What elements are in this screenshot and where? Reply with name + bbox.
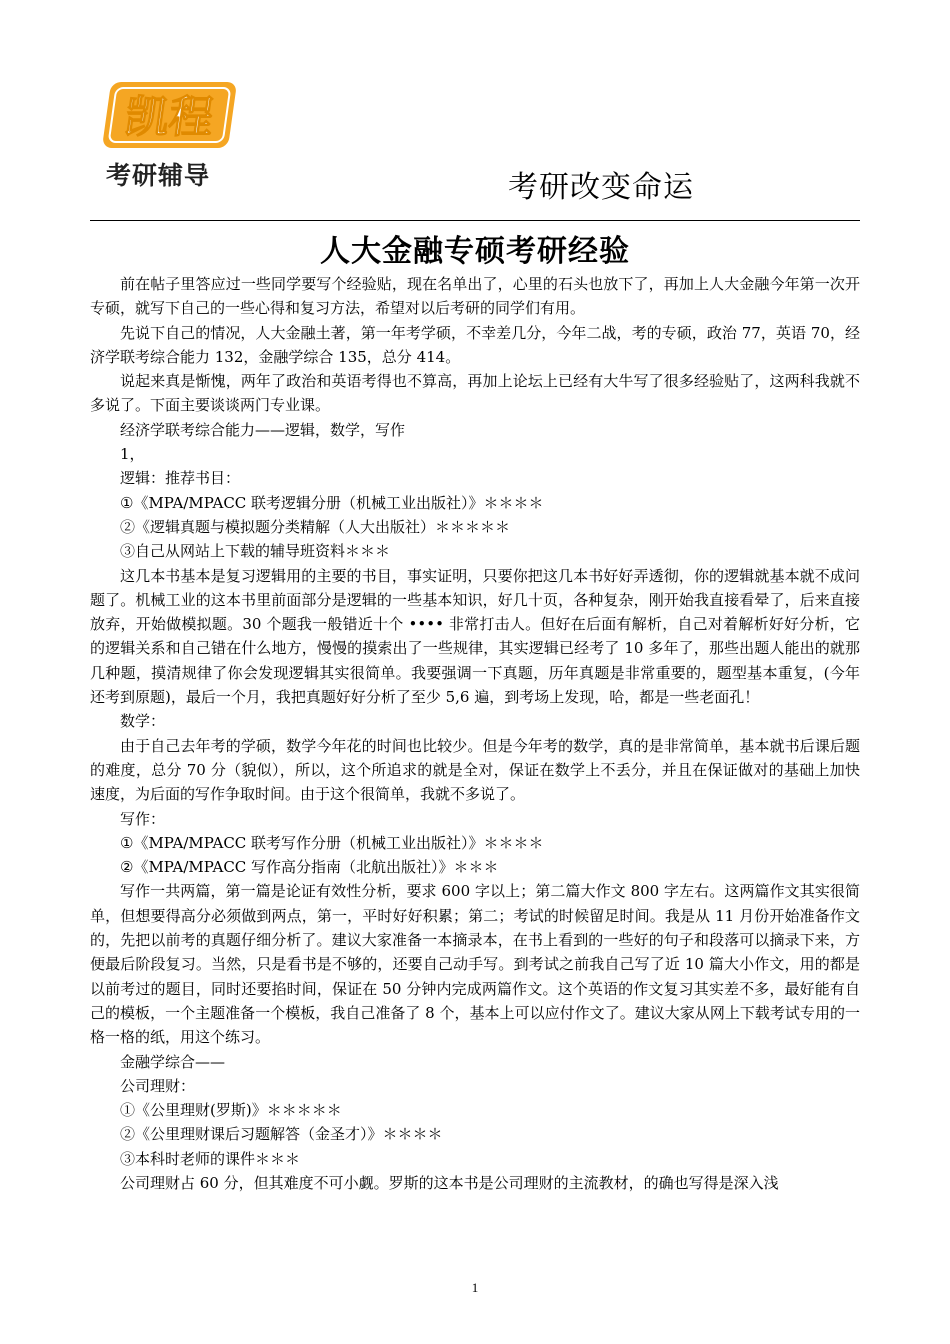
section-heading-corporate-finance: 公司理财： — [120, 1076, 196, 1095]
logo-text: 凯程 — [121, 92, 217, 143]
book-item: ①《MPA/MPACC 联考逻辑分册（机械工业出版社）》＊＊＊＊ — [120, 493, 544, 512]
kaicheng-logo-mark — [98, 76, 246, 154]
section-heading-writing: 写作： — [120, 809, 166, 828]
book-item: ③本科时老师的课件＊＊＊ — [120, 1149, 301, 1168]
paragraph-writing: 写作一共两篇，第一篇是论证有效性分析，要求 600 字以上；第二篇大作文 800 字左右。这两篇作文其实很简单，但想要得高分必须做到两点，第一，平时好好积累；第二；考试的时候留足时间。我是从 11 月份开始准备作文的，先把以前考的真题仔细分析了。建议大家准备一本摘录本，在书上看到的一些好的句子和段落可以摘录下来，方便最后阶段复习。当然，只是看书是不够的，还要自己动手写。到考试之前我自己写了近 10 篇大小作文，用的都是以前考过的题目，同时还要掐时间，保证在 50 分钟内完成两篇作文。这个英语的作文复习其实差不多，最好能有自己的模板，一个主题准备一个模板，我自己准备了 8 个，基本上可以应付作文了。建议大家从网上下载考试专用的一格一格的纸，用这个练习。 — [90, 882, 860, 1047]
brand-logo — [98, 76, 248, 196]
paragraph-intro: 前在帖子里答应过一些同学要写个经验贴，现在名单出了，心里的石头也放下了，再加上人大金融今年第一次开专硕，就写下自己的一些心得和复习方法，希望对以后考研的同学们有用。 — [90, 275, 860, 318]
book-item: ③自己从网站上下载的辅导班资料＊＊＊ — [120, 542, 391, 561]
book-item: ②《公里理财课后习题解答（金圣才）》＊＊＊＊ — [120, 1125, 443, 1144]
book-item: ②《MPA/MPACC 写作高分指南（北航出版社）》＊＊＊ — [120, 858, 499, 877]
document-body — [90, 272, 860, 1195]
document-title: 人大金融专硕考研经验 — [320, 234, 630, 269]
slogan: 考研改变命运 — [508, 170, 694, 205]
list-number: 1， — [120, 445, 145, 464]
paragraph-politics-english: 说起来真是惭愧，两年了政治和英语考得也不算高，再加上论坛上已经有大牛写了很多经验贴了，这两科我就不多说了。下面主要谈谈两门专业课。 — [90, 372, 860, 415]
header-divider — [90, 220, 860, 221]
paragraph-math: 由于自己去年考的学硕，数学今年花的时间也比较少。但是今年考的数学，真的是非常简单，基本就书后课后题的难度，总分 70 分（貌似），所以，这个所追求的就是全对，保证在数学上不丢分，并且在保证做对的基础上加快速度，为后面的写作争取时间。由于这个很简单，我就不多说了。 — [90, 736, 860, 804]
section-heading-finance: 金融学综合—— — [120, 1052, 226, 1071]
paragraph-corporate-finance: 公司理财占 60 分，但其难度不可小觑。罗斯的这本书是公司理财的主流教材，的确也写得是深入浅 — [120, 1173, 779, 1192]
section-heading-econ: 经济学联考综合能力——逻辑，数学，写作 — [120, 420, 406, 439]
book-item: ②《逻辑真题与模拟题分类精解（人大出版社）＊＊＊＊＊ — [120, 517, 511, 536]
section-heading-math: 数学： — [120, 712, 166, 731]
paragraph-scores: 先说下自己的情况，人大金融土著，第一年考学硕，不幸差几分，今年二战，考的专硕，政治 77，英语 70，经济学联考综合能力 132，金融学综合 135，总分 414。 — [90, 323, 860, 366]
logo-subtitle: 考研辅导 — [106, 161, 211, 190]
book-item: ①《公里理财(罗斯)》＊＊＊＊＊ — [120, 1101, 342, 1120]
book-item: ①《MPA/MPACC 联考写作分册（机械工业出版社）》＊＊＊＊ — [120, 833, 544, 852]
page-number: 1 — [471, 1280, 479, 1295]
paragraph-logic: 这几本书基本是复习逻辑用的主要的书目，事实证明，只要你把这几本书好好弄透彻，你的逻辑就基本就不成问题了。机械工业的这本书里前面部分是逻辑的一些基本知识，好几十页，各种复杂，刚开始我直接看晕了，后来直接放弃，开始做模拟题。30 个题我一般错近十个 •••• 非常打击人。但好在后面有解析，自己对着解析好好分析，它的逻辑关系和自己错在什么地方，慢慢的摸索出了一些规律，其实逻辑已经考了 10 多年了，那些出题人能出的就那几种题，摸清规律了你会发现逻辑其实很简单。我要强调一下真题，历年真题是非常重要的，题型基本重复，(今年还考到原题)，最后一个月，我把真题好好分析了至少 5,6 遍，到考场上发现，哈，都是一些老面孔！ — [90, 566, 860, 707]
section-heading-logic: 逻辑：推荐书目： — [120, 469, 241, 488]
